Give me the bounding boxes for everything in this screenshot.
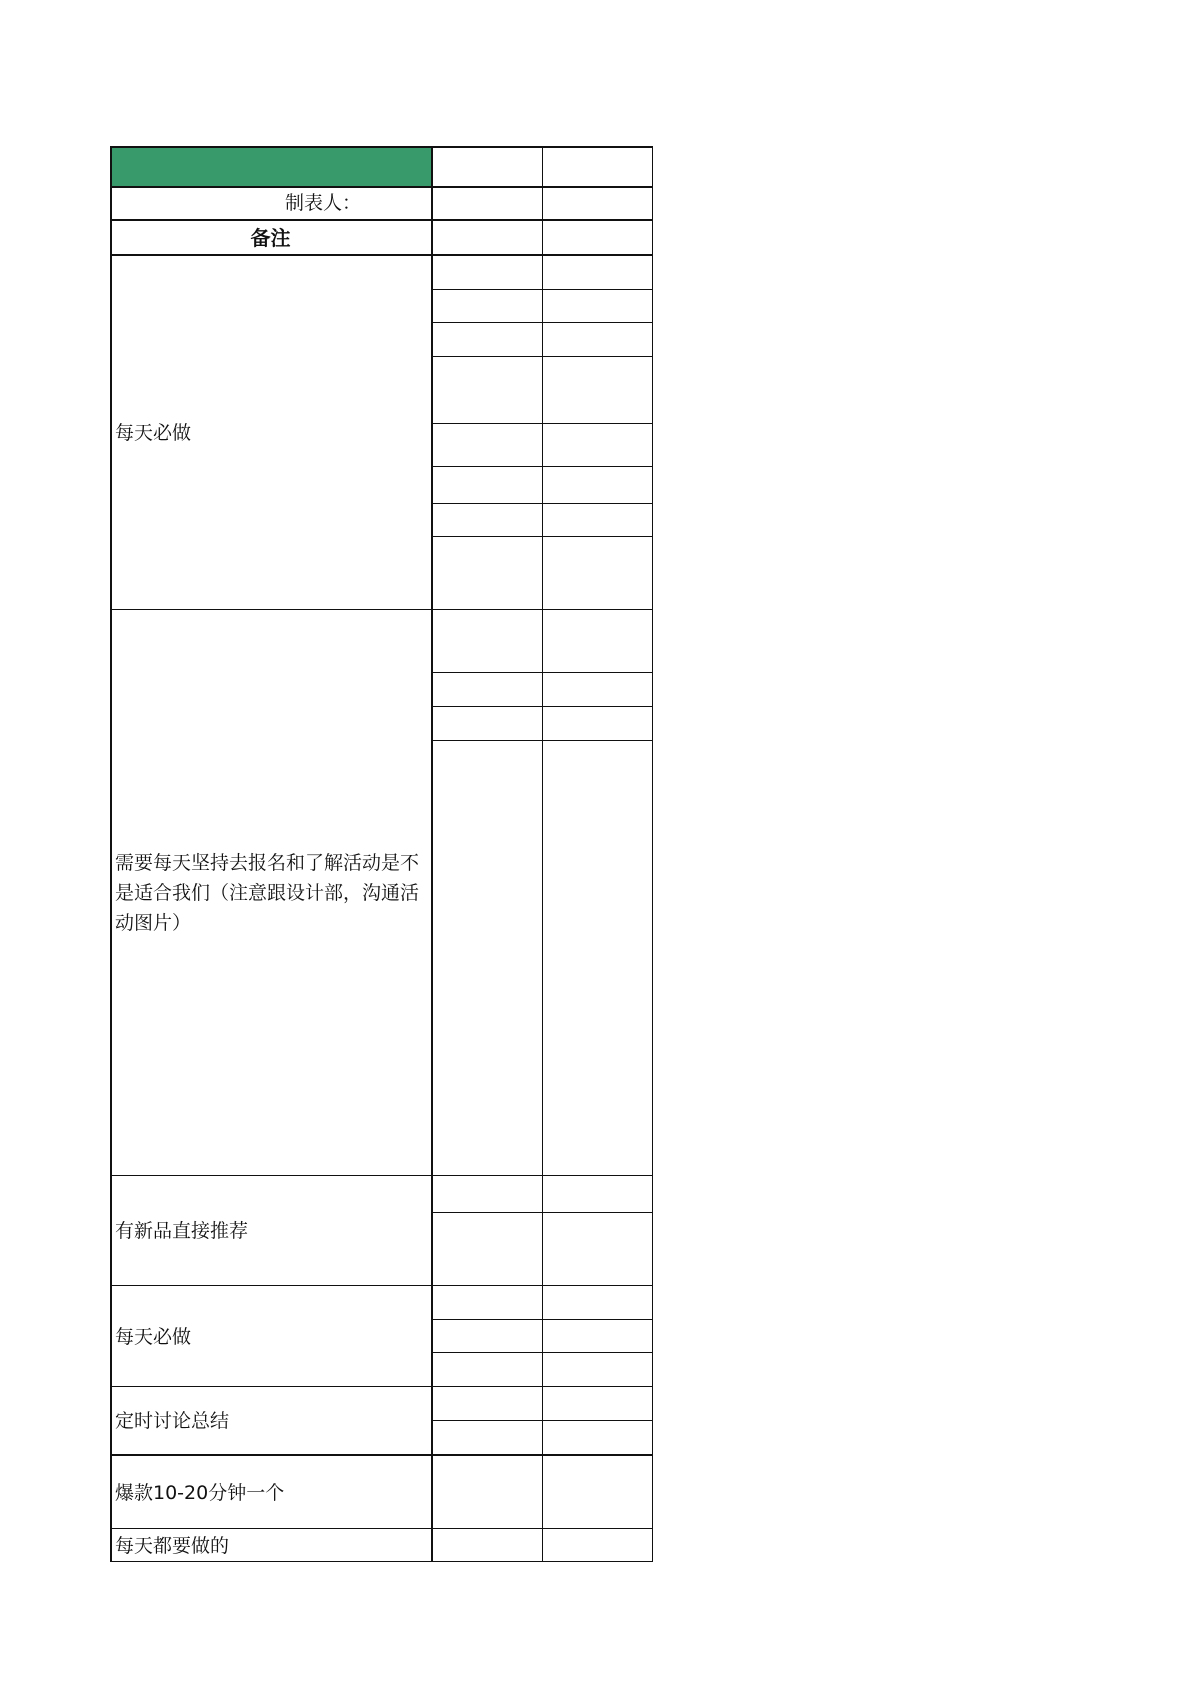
note-cell: 定时讨论总结 xyxy=(115,1409,230,1432)
grid-line xyxy=(431,466,653,467)
grid-line xyxy=(431,289,653,290)
grid-line xyxy=(110,186,653,188)
grid-line xyxy=(431,146,433,1562)
maker-label: 制表人： xyxy=(284,192,361,214)
grid-line xyxy=(110,146,653,148)
note-cell: 需要每天坚持去报名和了解活动是不是适合我们（注意跟设计部，沟通活动图片） xyxy=(115,852,420,934)
grid-line xyxy=(542,146,543,1562)
grid-line xyxy=(110,1285,653,1286)
grid-line xyxy=(110,1175,653,1176)
note-cell: 有新品直接推荐 xyxy=(115,1220,249,1242)
grid-line xyxy=(110,146,112,1562)
grid-line xyxy=(431,672,653,673)
grid-line xyxy=(110,609,653,610)
grid-line xyxy=(431,423,653,424)
grid-line xyxy=(431,1212,653,1213)
grid-line xyxy=(652,146,653,1562)
grid-line xyxy=(110,1386,653,1387)
title-bar xyxy=(110,146,431,186)
grid-line xyxy=(110,1528,653,1529)
note-cell: 爆款10-20分钟一个 xyxy=(115,1481,285,1504)
grid-line xyxy=(431,356,653,357)
grid-line xyxy=(431,1352,653,1353)
grid-line xyxy=(431,706,653,707)
grid-line xyxy=(431,536,653,537)
grid-line xyxy=(431,1420,653,1421)
grid-line xyxy=(110,1454,653,1456)
grid-line xyxy=(110,254,653,256)
note-cell: 每天必做 xyxy=(115,422,192,444)
grid-line xyxy=(431,503,653,504)
grid-line xyxy=(431,740,653,741)
notes-header: 备注 xyxy=(250,225,291,250)
note-cell: 每天必做 xyxy=(115,1325,192,1348)
grid-line xyxy=(110,1561,653,1562)
grid-line xyxy=(431,322,653,323)
note-cell: 每天都要做的 xyxy=(115,1534,230,1557)
grid-line xyxy=(431,1319,653,1320)
grid-line xyxy=(110,219,653,221)
